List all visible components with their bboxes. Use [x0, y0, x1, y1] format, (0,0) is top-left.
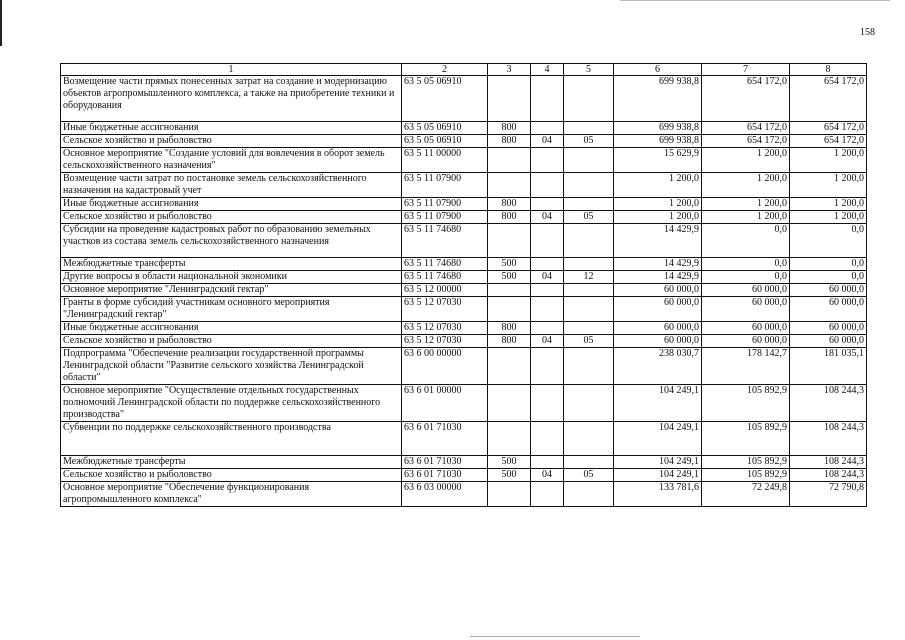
row-expense-type: 500: [488, 271, 531, 284]
row-sum-year-2: 1 200,0: [702, 148, 790, 173]
row-subsection: 05: [564, 469, 614, 482]
row-sum-year-2: 654 172,0: [702, 76, 790, 122]
table-row: [61, 135, 867, 148]
row-sum-year-2: 654 172,0: [702, 135, 790, 148]
row-name: Сельское хозяйство и рыболовство: [61, 135, 402, 148]
row-sum-year-1: 699 938,8: [614, 122, 702, 135]
row-code: 63 5 05 06910: [402, 122, 488, 135]
row-section: [531, 258, 564, 271]
row-expense-type: 800: [488, 198, 531, 211]
table-row: [61, 335, 867, 348]
row-expense-type: 800: [488, 122, 531, 135]
page-number: 158: [860, 27, 875, 38]
row-subsection: [564, 173, 614, 198]
row-code: 63 6 03 00000: [402, 482, 488, 507]
column-header: 5: [564, 64, 614, 76]
table-row: [61, 224, 867, 258]
row-code: 63 6 01 00000: [402, 385, 488, 422]
row-section: [531, 348, 564, 385]
row-code: 63 6 01 71030: [402, 456, 488, 469]
table-row: [61, 348, 867, 385]
row-expense-type: [488, 173, 531, 198]
table-row: [61, 211, 867, 224]
row-sum-year-1: 1 200,0: [614, 211, 702, 224]
row-section: [531, 173, 564, 198]
row-expense-type: [488, 348, 531, 385]
table-row: [61, 76, 867, 122]
row-subsection: [564, 422, 614, 456]
row-expense-type: 500: [488, 258, 531, 271]
table-row: [61, 297, 867, 322]
table-row: [61, 469, 867, 482]
row-section: [531, 76, 564, 122]
column-header: 1: [61, 64, 402, 76]
row-expense-type: [488, 224, 531, 258]
row-sum-year-1: 104 249,1: [614, 385, 702, 422]
row-sum-year-1: 15 629,9: [614, 148, 702, 173]
row-sum-year-1: 14 429,9: [614, 258, 702, 271]
row-sum-year-1: 133 781,6: [614, 482, 702, 507]
scan-border-top: [620, 0, 890, 1]
row-subsection: [564, 122, 614, 135]
row-sum-year-2: 0,0: [702, 224, 790, 258]
row-code: 63 5 11 07900: [402, 173, 488, 198]
row-expense-type: 500: [488, 456, 531, 469]
row-expense-type: [488, 385, 531, 422]
row-section: [531, 422, 564, 456]
row-name: Основное мероприятие "Осуществление отдельных государственных полномочий Ленинградской области по поддержке сельскохозяйственного производства": [61, 385, 402, 422]
row-name: Сельское хозяйство и рыболовство: [61, 469, 402, 482]
row-name: Основное мероприятие "Ленинградский гектар": [61, 284, 402, 297]
row-sum-year-3: 654 172,0: [790, 76, 867, 122]
row-name: Основное мероприятие "Обеспечение функционирования агропромышленного комплекса": [61, 482, 402, 507]
row-sum-year-1: 699 938,8: [614, 135, 702, 148]
table-body: [61, 76, 867, 507]
row-sum-year-2: 1 200,0: [702, 211, 790, 224]
row-code: 63 5 05 06910: [402, 135, 488, 148]
row-section: 04: [531, 469, 564, 482]
row-code: 63 5 12 07030: [402, 335, 488, 348]
row-sum-year-1: 60 000,0: [614, 322, 702, 335]
row-subsection: 12: [564, 271, 614, 284]
row-subsection: [564, 482, 614, 507]
row-sum-year-2: 105 892,9: [702, 422, 790, 456]
row-sum-year-2: 72 249,8: [702, 482, 790, 507]
row-code: 63 5 12 07030: [402, 322, 488, 335]
row-sum-year-2: 105 892,9: [702, 385, 790, 422]
table-row: [61, 173, 867, 198]
scan-border-bottom: [470, 636, 640, 637]
row-section: [531, 385, 564, 422]
scan-border-left: [0, 0, 2, 46]
row-name: Сельское хозяйство и рыболовство: [61, 211, 402, 224]
table-row: [61, 271, 867, 284]
row-subsection: [564, 297, 614, 322]
row-section: [531, 224, 564, 258]
column-header: 7: [702, 64, 790, 76]
row-name: Межбюджетные трансферты: [61, 258, 402, 271]
table-row: [61, 148, 867, 173]
row-sum-year-3: 108 244,3: [790, 385, 867, 422]
row-sum-year-2: 60 000,0: [702, 335, 790, 348]
row-sum-year-2: 0,0: [702, 258, 790, 271]
row-section: [531, 456, 564, 469]
table-row: [61, 482, 867, 507]
row-sum-year-3: 1 200,0: [790, 148, 867, 173]
row-sum-year-2: 654 172,0: [702, 122, 790, 135]
row-section: [531, 284, 564, 297]
row-sum-year-3: 654 172,0: [790, 122, 867, 135]
row-name: Возмещение части затрат по постановке земель сельскохозяйственного назначения на кадастровый учет: [61, 173, 402, 198]
row-expense-type: [488, 76, 531, 122]
row-expense-type: 800: [488, 211, 531, 224]
row-expense-type: [488, 148, 531, 173]
row-name: Другие вопросы в области национальной экономики: [61, 271, 402, 284]
row-sum-year-1: 699 938,8: [614, 76, 702, 122]
row-subsection: [564, 224, 614, 258]
row-code: 63 5 11 00000: [402, 148, 488, 173]
row-sum-year-3: 181 035,1: [790, 348, 867, 385]
row-section: 04: [531, 211, 564, 224]
table-row: [61, 258, 867, 271]
row-subsection: 05: [564, 135, 614, 148]
row-sum-year-3: 108 244,3: [790, 469, 867, 482]
row-sum-year-3: 60 000,0: [790, 284, 867, 297]
row-name: Межбюджетные трансферты: [61, 456, 402, 469]
row-section: 04: [531, 135, 564, 148]
row-expense-type: 800: [488, 135, 531, 148]
row-subsection: [564, 148, 614, 173]
row-sum-year-1: 238 030,7: [614, 348, 702, 385]
row-sum-year-3: 60 000,0: [790, 335, 867, 348]
row-sum-year-3: 108 244,3: [790, 422, 867, 456]
row-name: Субвенции по поддержке сельскохозяйственного производства: [61, 422, 402, 456]
row-name: Возмещение части прямых понесенных затрат на создание и модернизацию объектов агропромышленного комплекса, а также на приобретение техники и оборудования: [61, 76, 402, 122]
row-code: 63 5 11 74680: [402, 258, 488, 271]
row-section: 04: [531, 335, 564, 348]
row-subsection: [564, 284, 614, 297]
row-sum-year-2: 0,0: [702, 271, 790, 284]
row-subsection: [564, 76, 614, 122]
row-sum-year-1: 60 000,0: [614, 335, 702, 348]
column-number-row: [61, 64, 867, 76]
row-sum-year-2: 105 892,9: [702, 456, 790, 469]
row-section: [531, 198, 564, 211]
row-section: [531, 122, 564, 135]
row-expense-type: [488, 297, 531, 322]
row-code: 63 6 01 71030: [402, 469, 488, 482]
row-sum-year-3: 654 172,0: [790, 135, 867, 148]
row-name: Основное мероприятие "Создание условий для вовлечения в оборот земель сельскохозяйственного назначения": [61, 148, 402, 173]
row-sum-year-2: 1 200,0: [702, 198, 790, 211]
budget-table: [60, 63, 867, 507]
row-name: Сельское хозяйство и рыболовство: [61, 335, 402, 348]
row-sum-year-3: 108 244,3: [790, 456, 867, 469]
row-section: [531, 322, 564, 335]
row-code: 63 5 12 07030: [402, 297, 488, 322]
row-subsection: 05: [564, 211, 614, 224]
row-code: 63 5 11 07900: [402, 211, 488, 224]
column-header: 3: [488, 64, 531, 76]
table-row: [61, 122, 867, 135]
row-sum-year-2: 60 000,0: [702, 297, 790, 322]
row-code: 63 5 05 06910: [402, 76, 488, 122]
row-subsection: [564, 198, 614, 211]
row-sum-year-3: 0,0: [790, 224, 867, 258]
row-sum-year-2: 60 000,0: [702, 284, 790, 297]
row-code: 63 6 00 00000: [402, 348, 488, 385]
row-sum-year-1: 1 200,0: [614, 198, 702, 211]
row-expense-type: 500: [488, 469, 531, 482]
row-sum-year-3: 0,0: [790, 258, 867, 271]
row-subsection: 05: [564, 335, 614, 348]
table-row: [61, 456, 867, 469]
row-name: Гранты в форме субсидий участникам основного мероприятия "Ленинградский гектар": [61, 297, 402, 322]
column-header: 4: [531, 64, 564, 76]
row-code: 63 5 11 74680: [402, 224, 488, 258]
row-subsection: [564, 385, 614, 422]
table-row: [61, 284, 867, 297]
row-code: 63 5 12 00000: [402, 284, 488, 297]
row-sum-year-1: 14 429,9: [614, 224, 702, 258]
table-row: [61, 198, 867, 211]
row-sum-year-3: 60 000,0: [790, 297, 867, 322]
row-sum-year-1: 104 249,1: [614, 422, 702, 456]
row-sum-year-3: 72 790,8: [790, 482, 867, 507]
row-sum-year-1: 104 249,1: [614, 456, 702, 469]
row-section: [531, 482, 564, 507]
row-sum-year-1: 104 249,1: [614, 469, 702, 482]
row-name: Иные бюджетные ассигнования: [61, 322, 402, 335]
row-code: 63 5 11 07900: [402, 198, 488, 211]
row-sum-year-3: 1 200,0: [790, 173, 867, 198]
column-header: 6: [614, 64, 702, 76]
row-code: 63 6 01 71030: [402, 422, 488, 456]
row-sum-year-1: 1 200,0: [614, 173, 702, 198]
column-header: 8: [790, 64, 867, 76]
row-subsection: [564, 258, 614, 271]
row-sum-year-2: 105 892,9: [702, 469, 790, 482]
row-sum-year-2: 1 200,0: [702, 173, 790, 198]
row-expense-type: 800: [488, 335, 531, 348]
row-sum-year-1: 60 000,0: [614, 284, 702, 297]
row-subsection: [564, 348, 614, 385]
row-expense-type: [488, 482, 531, 507]
column-header: 2: [402, 64, 488, 76]
table-row: [61, 385, 867, 422]
row-code: 63 5 11 74680: [402, 271, 488, 284]
row-name: Подпрограмма "Обеспечение реализации государственной программы Ленинградской области "Развитие сельского хозяйства Ленинградской области": [61, 348, 402, 385]
row-name: Иные бюджетные ассигнования: [61, 198, 402, 211]
row-section: 04: [531, 271, 564, 284]
row-sum-year-1: 60 000,0: [614, 297, 702, 322]
table-row: [61, 322, 867, 335]
row-sum-year-3: 1 200,0: [790, 198, 867, 211]
row-section: [531, 297, 564, 322]
row-expense-type: [488, 284, 531, 297]
row-section: [531, 148, 564, 173]
row-name: Иные бюджетные ассигнования: [61, 122, 402, 135]
table-row: [61, 422, 867, 456]
row-sum-year-3: 0,0: [790, 271, 867, 284]
row-sum-year-2: 178 142,7: [702, 348, 790, 385]
row-sum-year-3: 1 200,0: [790, 211, 867, 224]
row-sum-year-2: 60 000,0: [702, 322, 790, 335]
row-expense-type: [488, 422, 531, 456]
row-name: Субсидии на проведение кадастровых работ по образованию земельных участков из состава земель сельскохозяйственного назначения: [61, 224, 402, 258]
row-expense-type: 800: [488, 322, 531, 335]
row-sum-year-3: 60 000,0: [790, 322, 867, 335]
row-sum-year-1: 14 429,9: [614, 271, 702, 284]
row-subsection: [564, 322, 614, 335]
row-subsection: [564, 456, 614, 469]
